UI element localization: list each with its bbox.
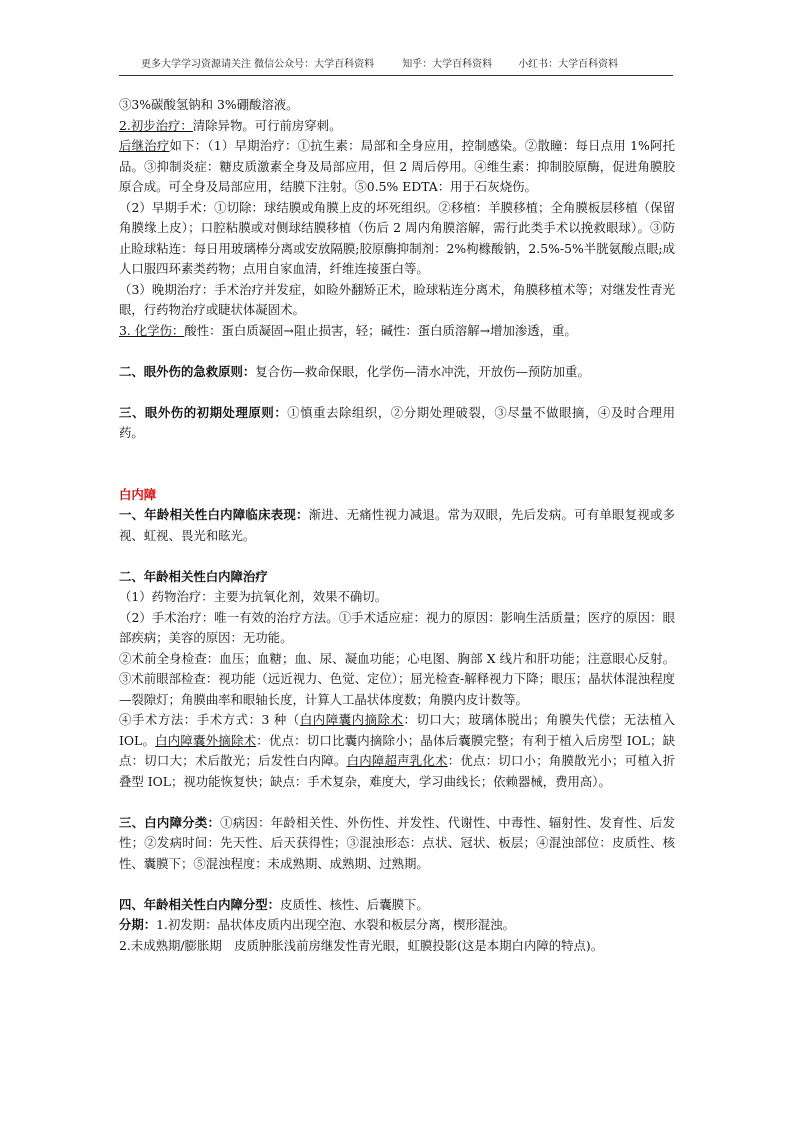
paragraph: ③3%碳酸氢钠和 3%硼酸溶液。 bbox=[119, 97, 299, 112]
section-title: 三、白内障分类： bbox=[119, 814, 221, 830]
document-body bbox=[119, 95, 675, 956]
header-xiaohongshu: 小红书：大学百科资料 bbox=[518, 59, 619, 70]
initial-treatment-label: 2.初步治疗： bbox=[119, 117, 193, 133]
paragraph: ④手术方法：手术方式：3 种（白内障囊内摘除术：切口大；玻璃体脱出；角膜失代偿；无法植入 IOL。白内障囊外摘除术：优点：切口比囊内摘除小；晶体后囊膜完整；有利于植入后房型 IOL；缺点：切口大；术后散光；后发性白内障。白内障超声乳化术：优点：切口小；角膜散光小；可植入折叠型 IOL；视功能恢复快；缺点：手术复杂，难度大，学习曲线长；依赖器械，费用高）。 bbox=[119, 712, 676, 789]
paragraph: 3. 化学伤：酸性：蛋白质凝固→阻止损害，轻；碱性：蛋白质溶解→增加渗透，重。 bbox=[119, 322, 577, 338]
section-initial-handling: 三、眼外伤的初期处理原则：①慎重去除组织，②分期处理破裂，③尽量不做眼摘，④及时合理用药。 bbox=[119, 404, 676, 440]
paragraph: （2）手术治疗：唯一有效的治疗方法。①手术适应症：视力的原因：影响生活质量；医疗的原因：眼部疾病；美容的原因：无功能。 bbox=[119, 609, 675, 645]
paragraph: （2）早期手术：①切除：球结膜或角膜上皮的坏死组织。②移植：羊膜移植；全角膜板层移植（保留角膜缘上皮）；口腔粘膜或对侧球结膜移植（伤后 2 周内角膜溶解，需行此类手术以挽救眼球）。③防止睑球粘连：每日用玻璃棒分离或安放隔膜;胶原酶抑制剂：2%枸橼酸钠，2.5%-5%半胱氨酸点眼;成人口服四环素类药物；点用自家血清，纤维连接蛋白等。 bbox=[119, 199, 675, 276]
section-title: 三、眼外伤的初期处理原则： bbox=[119, 404, 288, 420]
cataract-heading: 白内障 bbox=[119, 486, 157, 502]
section-first-aid: 二、眼外伤的急救原则：复合伤—救命保眼，化学伤—清水冲洗，开放伤—预防加重。 bbox=[119, 363, 590, 379]
header-wechat: 更多大学学习资源请关注 微信公众号：大学百科资料 bbox=[141, 59, 375, 70]
paragraph: 2.初步治疗：清除异物。可行前房穿刺。 bbox=[119, 117, 342, 133]
section-title: 二、年龄相关性白内障治疗 bbox=[119, 568, 268, 584]
section-clinical: 一、年龄相关性白内障临床表现：渐进、无痛性视力减退。常为双眼，先后发病。可有单眼复视或多视、虹视、畏光和眩光。 bbox=[119, 507, 676, 543]
paragraph: 2.未成熟期/膨胀期 皮质肿胀浅前房继发性青光眼，虹膜投影(这是本期白内障的特点)。 bbox=[119, 937, 604, 953]
staging-label: 分期： bbox=[119, 917, 157, 932]
paragraph: （1）药物治疗：主要为抗氧化剂，效果不确切。 bbox=[119, 589, 388, 604]
page-header bbox=[119, 55, 673, 76]
section-types: 四、年龄相关性白内障分型：皮质性、核性、后囊膜下。 bbox=[119, 896, 429, 912]
paragraph: 后继治疗如下：（1）早期治疗：①抗生素：局部和全身应用，控制感染。②散瞳：每日点用 1%阿托品。③抑制炎症：糖皮质激素全身及局部应用，但 2 周后停用。④维生素：抑制胶原酶，促进角膜胶原合成。可全身及局部应用，结膜下注射。⑤0.5% EDTA：用于石灰烧伤。 bbox=[119, 138, 675, 194]
section-title: 一、年龄相关性白内障临床表现： bbox=[119, 507, 309, 522]
ecce-term: 白内障囊外摘除术 bbox=[155, 732, 257, 748]
section-title: 四、年龄相关性白内障分型： bbox=[119, 896, 281, 912]
paragraph: （3）晚期治疗：手术治疗并发症，如睑外翻矫正术，睑球粘连分离术，角膜移植术等；对继发性青光眼，行药物治疗或睫状体凝固术。 bbox=[119, 281, 675, 317]
chemical-injury-label: 3. 化学伤： bbox=[119, 322, 185, 338]
phaco-term: 白内障超声乳化术 bbox=[346, 753, 448, 768]
header-zhihu: 知乎：大学百科资料 bbox=[402, 59, 493, 70]
icce-term: 白内障囊内摘除术 bbox=[299, 712, 404, 727]
paragraph: 分期：1.初发期：晶状体皮质内出现空泡、水裂和板层分离，楔形混浊。 bbox=[119, 917, 515, 932]
section-title: 二、眼外伤的急救原则： bbox=[119, 363, 256, 379]
section-classification: 三、白内障分类：①病因：年龄相关性、外伤性、并发性、代谢性、中毒性、辐射性、发育性、后发性；②发病时间：先天性、后天获得性；③混浊形态：点状、冠状、板层；④混浊部位：皮质性、核性、囊膜下；⑤混浊程度：未成熟期、成熟期、过熟期。 bbox=[119, 814, 676, 871]
follow-up-treatment-label: 后继治疗 bbox=[119, 138, 170, 153]
paragraph: ②术前全身检查：血压；血糖；血、尿、凝血功能；心电图、胸部 X 线片和肝功能；注意眼心反射。③术前眼部检查：视功能（远近视力、色觉、定位）；屈光检查-解释视力下降；眼压；晶状体混浊程度—裂隙灯；角膜曲率和眼轴长度，计算人工晶状体度数；角膜内皮计数等。 bbox=[119, 650, 675, 707]
